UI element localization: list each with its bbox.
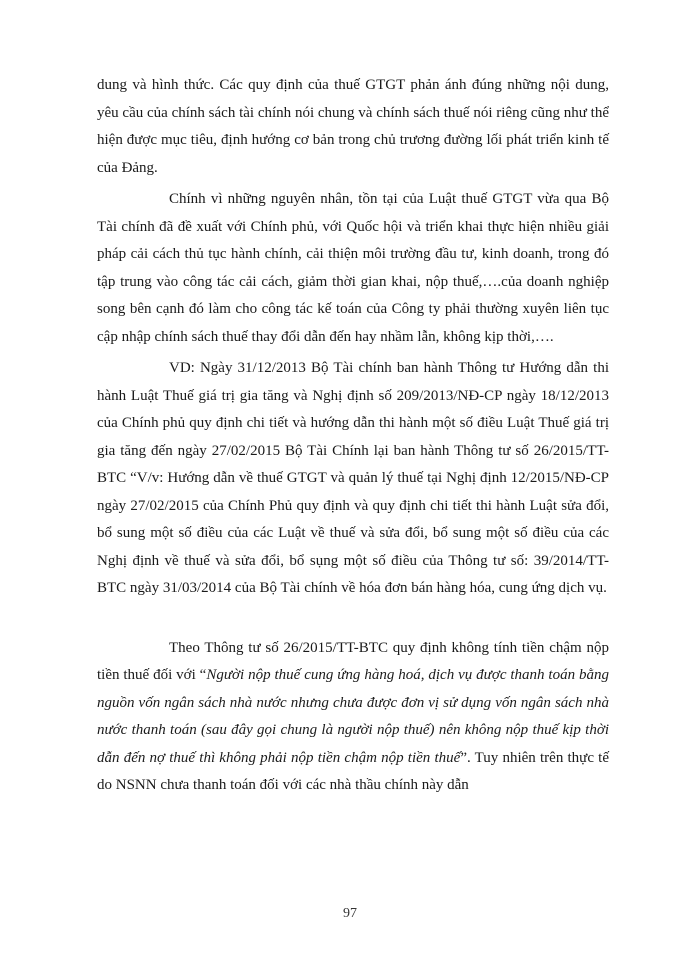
page-number: 97 [343, 906, 357, 921]
paragraph-3: VD: Ngày 31/12/2013 Bộ Tài chính ban hành Thông tư Hướng dẫn thi hành Luật Thuế giá trị gia tăng và Nghị định số 209/2013/NĐ-CP ngày 18/12/2013 của Chính phủ quy định chi tiết và hướng dẫn thi hành một số điều Luật Thuế giá trị gia tăng đến ngày 27/02/2015 Bộ Tài Chính lại ban hành Thông tư số 26/2015/TT-BTC “V/v: Hướng dẫn về thuế GTGT và quản lý thuế tại Nghị định 12/2015/NĐ-CP ngày 27/02/2015 của Chính Phủ quy định và quy định chi tiết thi hành Luật sửa đổi, bổ sung một số điều của các Luật về thuế và sửa đổi, bổ sung một số điều của các Nghị định về thuế và sửa đổi, bổ sụng một số điều của Thông tư số: 39/2014/TT-BTC ngày 31/03/2014 của Bộ Tài chính về hóa đơn bán hàng hóa, cung ứng dịch vụ. [97, 360, 609, 596]
paragraph-4-quote: Người nộp thuế cung ứng hàng hoá, dịch vụ được thanh toán bằng nguồn vốn ngân sách nhà nước nhưng chưa được đơn vị sử dụng vốn ngân sách nhà nước thanh toán (sau đây gọi chung là người nộp thuế) nên không nộp thuế kịp thời dẫn đến nợ thuế thì không phải nộp tiền chậm nộp tiền thuế [97, 667, 609, 766]
paragraph-2: Chính vì những nguyên nhân, tồn tại của Luật thuế GTGT vừa qua Bộ Tài chính đã đề xuất với Chính phủ, với Quốc hội và triển khai thực hiện nhiều giải pháp cải cách thủ tục hành chính, cải thiện môi trường đầu tư, kinh doanh, trong đó tập trung vào công tác cải cách, giảm thời gian khai, nộp thuế,….của doanh nghiệp song bên cạnh đó làm cho công tác kế toán của Công ty phải thường xuyên liên tục cập nhập chính sách thuế thay đổi dẫn đến hay nhầm lẫn, không kịp thời,…. [97, 191, 609, 345]
paragraph-spacer [97, 603, 609, 635]
document-body [97, 72, 609, 800]
paragraph-4 [97, 635, 609, 800]
paragraph-4-tail: ”. Tuy nhiên trên thực tế do NSNN chưa thanh toán đối với các nhà thầu chính này dẫn [97, 749, 609, 793]
paragraph-1: dung và hình thức. Các quy định của thuế GTGT phản ánh đúng những nội dung, yêu cầu của chính sách tài chính nói chung và chính sách thuế nói riêng cũng như thể hiện được mục tiêu, định hướng cơ bản trong chủ trương đường lối phát triển kinh tế của Đảng. [97, 77, 609, 176]
paragraph-4-lead: Theo Thông tư số 26/2015/TT-BTC quy định không tính tiền chậm nộp tiền thuế đối với “ [97, 639, 609, 683]
